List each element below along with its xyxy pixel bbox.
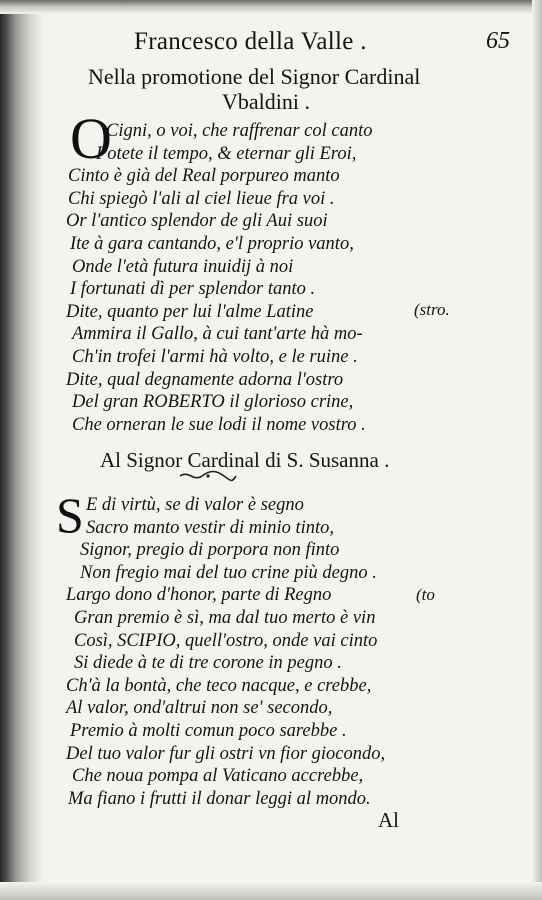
running-title: Francesco della Valle . [134,28,367,55]
poem-2-text [66,494,466,810]
verse-line: I fortunati dì per splendor tanto . [70,279,316,300]
poem-2-carryover: (to [416,585,435,604]
poem-1-carryover: (stro. [414,300,450,319]
verse-line: Ammira il Gallo, à cui tant'arte hà mo- [72,324,363,345]
verse-line: Potete il tempo, & eternar gli Eroi, [96,143,357,164]
page-right-edge [532,0,542,900]
verse-line: Dite, quanto per lui l'alme Latine [66,301,314,322]
verse-line: Chi spiegò l'ali al ciel lieue fra voi . [68,188,335,209]
verse-line: Ma fiano i frutti il donar leggi al mondo. [68,788,371,809]
verse-line: Cigni, o voi, che raffrenar col canto [106,121,373,141]
verse-line: Premio à molti comun poco sarebbe . [70,720,347,741]
verse-line: Che noua pompa al Vaticano accrebbe, [72,766,364,787]
verse-line: Signor, pregio di porpora non finto [80,540,340,561]
poem-2-dropcap: S [56,487,84,543]
verse-line: Dite, qual degnamente adorna l'ostro [66,369,344,390]
verse-line: Onde l'età futura inuidij à noi [72,256,294,277]
poem-1-title [88,64,468,114]
verse-line: Gran premio è sì, ma dal tuo merto è vin [74,607,376,628]
verse-line: Che orneran le sue lodi il nome vostro . [72,414,366,435]
verse-line: Or l'antico splendor de gli Aui suoi [66,211,328,232]
running-head [110,28,510,62]
page-number: 65 [486,28,510,54]
verse-line: Così, SCIPIO, quell'ostro, onde vai cinto [74,630,378,651]
verse-line: Al valor, ond'altrui non se' secondo, [66,698,333,719]
verse-line: Si diede à te di tre corone in pegno . [74,653,342,674]
catchword: Al [378,808,399,832]
poem-1-text [66,120,466,436]
page-top-edge [0,0,542,14]
verse-line: Non fregio mai del tuo crine più degno . [80,562,377,583]
verse-line: Sacro manto vestir di minio tinto, [86,517,335,538]
verse-line: Largo dono d'honor, parte di Regno [66,585,332,606]
verse-line: Del gran ROBERTO il glorioso crine, [72,392,354,413]
poem-2-title: Al Signor Cardinal di S. Susanna . [100,448,390,472]
poem-1-dropcap: O [70,106,112,171]
verse-line: Ch'in trofei l'armi hà volto, e le ruine . [72,346,358,367]
verse-line: Ch'à la bontà, che teco nacque, e crebbe, [66,675,372,696]
verse-line: Ite à gara cantando, e'l proprio vanto, [70,233,354,254]
poem-1-title-line-1: Nella promotione del Signor Cardinal [88,64,421,89]
verse-line: Del tuo valor fur gli ostri vn fior giocondo, [66,743,386,764]
page-bottom-edge [0,882,542,900]
verse-line: Cinto è già del Real porpureo manto [68,166,340,187]
page-binding-shadow [0,0,44,900]
verse-line: E di virtù, se di valor è segno [86,495,304,515]
poem-1-title-line-2: Vbaldini . [222,89,310,114]
ornament-flourish [178,470,238,482]
